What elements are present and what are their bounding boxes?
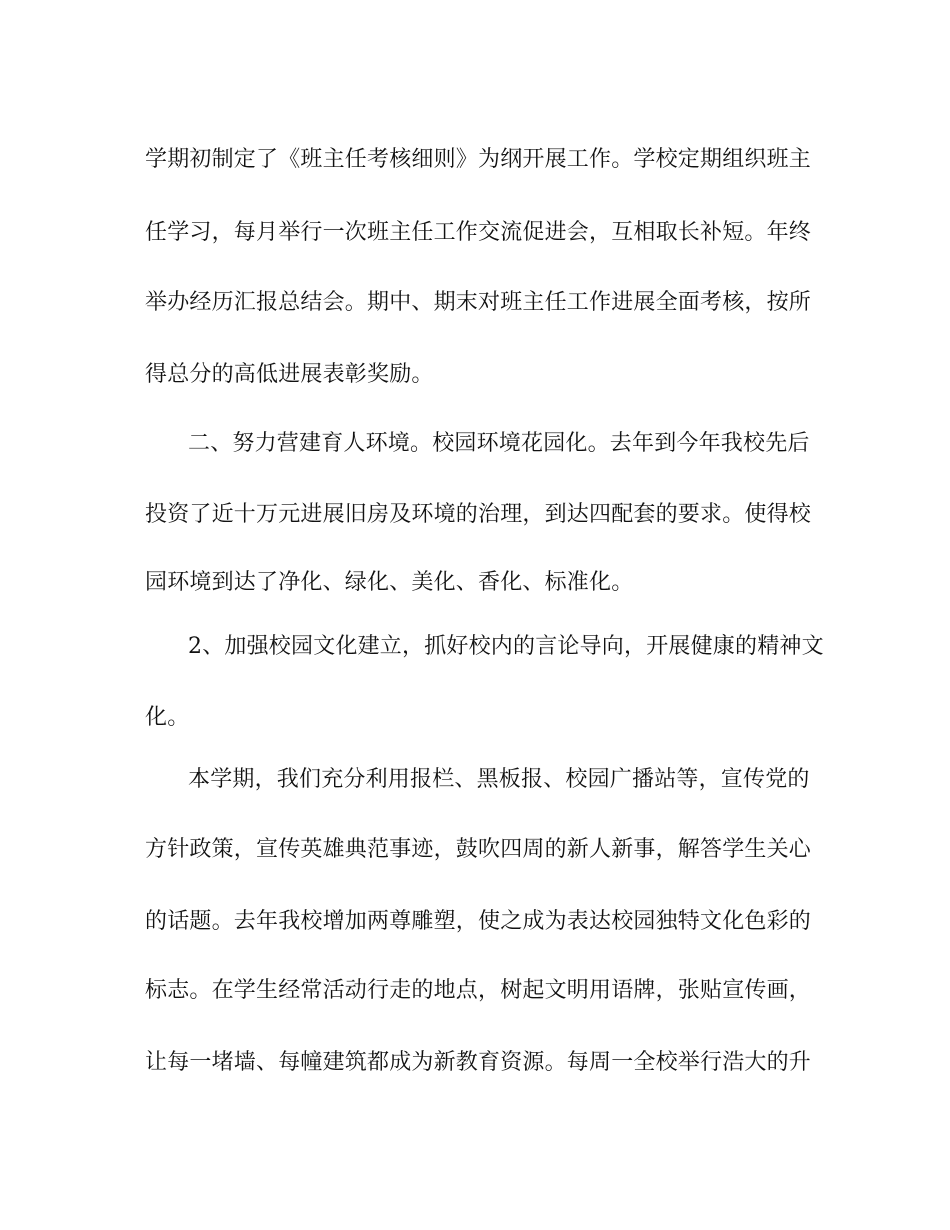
paragraph-start-line: 二、努力营建育人环境。校园环境花园化。去年到今年我校先后 xyxy=(188,431,810,456)
text-line: 园环境到达了净化、绿化、美化、香化、标准化。 xyxy=(145,570,634,595)
text-line: 投资了近十万元进展旧房及环境的治理，到达四配套的要求。使得校 xyxy=(145,502,812,527)
text-line: 化。 xyxy=(145,705,190,730)
paragraph-start-line: 本学期，我们充分利用报栏、黑板报、校园广播站等，宣传党的 xyxy=(188,767,810,792)
text-line: 举办经历汇报总结会。期中、期末对班主任工作进展全面考核，按所 xyxy=(145,290,812,315)
text-line: 标志。在学生经常活动行走的地点，树起文明用语牌，张贴宣传画， xyxy=(145,978,812,1003)
paragraph-start-line: 2、加强校园文化建立，抓好校内的言论导向，开展健康的精神文 xyxy=(188,634,824,659)
text-line: 的话题。去年我校增加两尊雕塑，使之成为表达校园独特文化色彩的 xyxy=(145,909,812,934)
text-line: 学期初制定了《班主任考核细则》为纲开展工作。学校定期组织班主 xyxy=(145,147,812,172)
text-line: 方针政策，宣传英雄典范事迹，鼓吹四周的新人新事，解答学生关心 xyxy=(145,837,812,862)
text-line: 得总分的高低进展表彰奖励。 xyxy=(145,362,434,387)
text-line: 任学习，每月举行一次班主任工作交流促进会，互相取长补短。年终 xyxy=(145,220,812,245)
text-line: 让每一堵墙、每幢建筑都成为新教育资源。每周一全校举行浩大的升 xyxy=(145,1050,812,1075)
